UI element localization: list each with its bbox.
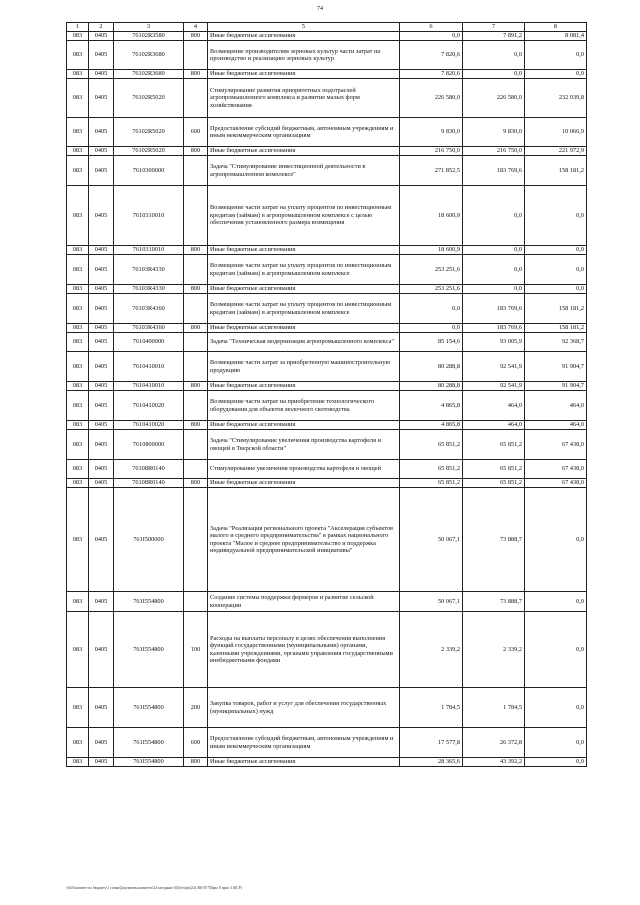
amount-col-8: 92 368,7 xyxy=(525,333,587,352)
amount-col-7: 0,0 xyxy=(463,70,525,79)
section-code: 0405 xyxy=(89,352,114,382)
section-code: 0405 xyxy=(89,285,114,294)
item-name: Иные бюджетные ассигнования xyxy=(208,421,400,430)
amount-col-6: 9 830,0 xyxy=(400,118,463,147)
expense-type-code: 800 xyxy=(184,382,208,391)
amount-col-8: 0,0 xyxy=(525,612,587,688)
target-article-code: 76102R3680 xyxy=(114,41,184,70)
item-name: Возмещение части затрат на уплату процентов по инвестиционным кредитам (займам) в агропромышленном комплексе с целью обеспечения установленного размера возмещения xyxy=(208,186,400,246)
item-name: Иные бюджетные ассигнования xyxy=(208,147,400,156)
table-row xyxy=(67,294,587,324)
table-row xyxy=(67,118,587,147)
target-article-code: 761I554800 xyxy=(114,612,184,688)
expense-type-code xyxy=(184,333,208,352)
target-article-code: 761I500000 xyxy=(114,488,184,592)
ministry-code: 083 xyxy=(67,479,89,488)
amount-col-6: 1 784,5 xyxy=(400,688,463,728)
table-row xyxy=(67,70,587,79)
section-code: 0405 xyxy=(89,79,114,118)
ministry-code: 083 xyxy=(67,430,89,460)
ministry-code: 083 xyxy=(67,612,89,688)
ministry-code: 083 xyxy=(67,688,89,728)
ministry-code: 083 xyxy=(67,592,89,612)
section-code: 0405 xyxy=(89,32,114,41)
table-row xyxy=(67,333,587,352)
amount-col-8: 0,0 xyxy=(525,255,587,285)
item-name: Возмещение части затрат за приобретенную машиностроительную продукцию xyxy=(208,352,400,382)
item-name: Задача "Стимулирование увеличения производства картофеля и овощей в Тверской области" xyxy=(208,430,400,460)
amount-col-8: 158 181,2 xyxy=(525,156,587,186)
ministry-code: 083 xyxy=(67,70,89,79)
item-name: Задача "Техническая модернизация агропромышленного комплекса" xyxy=(208,333,400,352)
ministry-code: 083 xyxy=(67,156,89,186)
expense-type-code xyxy=(184,186,208,246)
amount-col-7: 2 339,2 xyxy=(463,612,525,688)
section-code: 0405 xyxy=(89,479,114,488)
target-article-code: 761I554800 xyxy=(114,592,184,612)
expense-type-code xyxy=(184,294,208,324)
amount-col-7: 43 392,2 xyxy=(463,758,525,767)
amount-col-8: 0,0 xyxy=(525,41,587,70)
expense-type-code: 800 xyxy=(184,421,208,430)
amount-col-6: 65 851,2 xyxy=(400,479,463,488)
table-row xyxy=(67,147,587,156)
ministry-code: 083 xyxy=(67,32,89,41)
amount-col-8: 0,0 xyxy=(525,186,587,246)
col-number-3: 3 xyxy=(114,23,184,32)
amount-col-6: 253 251,6 xyxy=(400,255,463,285)
amount-col-8: 10 066,9 xyxy=(525,118,587,147)
amount-col-6: 7 820,6 xyxy=(400,41,463,70)
ministry-code: 083 xyxy=(67,186,89,246)
ministry-code: 083 xyxy=(67,758,89,767)
amount-col-7: 65 851,2 xyxy=(463,430,525,460)
table-row xyxy=(67,430,587,460)
table-row xyxy=(67,479,587,488)
expense-type-code: 800 xyxy=(184,758,208,767)
target-article-code: 76103R4360 xyxy=(114,324,184,333)
target-article-code: 761I554800 xyxy=(114,758,184,767)
section-code: 0405 xyxy=(89,255,114,285)
amount-col-8: 0,0 xyxy=(525,728,587,758)
ministry-code: 083 xyxy=(67,488,89,592)
expense-type-code: 600 xyxy=(184,118,208,147)
ministry-code: 083 xyxy=(67,333,89,352)
ministry-code: 083 xyxy=(67,246,89,255)
amount-col-7: 7 891,2 xyxy=(463,32,525,41)
amount-col-7: 9 830,0 xyxy=(463,118,525,147)
amount-col-8: 67 438,0 xyxy=(525,460,587,479)
item-name: Возмещение производителям зерновых культур части затрат на производство и реализацию зерновых культур xyxy=(208,41,400,70)
amount-col-8: 464,0 xyxy=(525,391,587,421)
section-code: 0405 xyxy=(89,430,114,460)
ministry-code: 083 xyxy=(67,728,89,758)
item-name: Предоставление субсидий бюджетным, автономным учреждениям и иным некоммерческим организациям xyxy=(208,728,400,758)
amount-col-6: 50 067,1 xyxy=(400,592,463,612)
expense-type-code: 800 xyxy=(184,246,208,255)
expense-type-code xyxy=(184,488,208,592)
target-article-code: 7610310010 xyxy=(114,186,184,246)
amount-col-6: 80 288,8 xyxy=(400,382,463,391)
ministry-code: 083 xyxy=(67,421,89,430)
table-row xyxy=(67,421,587,430)
col-number-8: 8 xyxy=(525,23,587,32)
target-article-code: 76103R4330 xyxy=(114,285,184,294)
ministry-code: 083 xyxy=(67,41,89,70)
ministry-code: 083 xyxy=(67,147,89,156)
amount-col-6: 17 577,8 xyxy=(400,728,463,758)
table-row xyxy=(67,324,587,333)
target-article-code: 7610400000 xyxy=(114,333,184,352)
target-article-code: 7610310010 xyxy=(114,246,184,255)
section-code: 0405 xyxy=(89,333,114,352)
amount-col-6: 28 365,6 xyxy=(400,758,463,767)
amount-col-8: 464,0 xyxy=(525,421,587,430)
amount-col-6: 0,0 xyxy=(400,32,463,41)
amount-col-8: 0,0 xyxy=(525,488,587,592)
expense-type-code xyxy=(184,391,208,421)
ministry-code: 083 xyxy=(67,391,89,421)
table-row xyxy=(67,612,587,688)
amount-col-7: 0,0 xyxy=(463,41,525,70)
ministry-code: 083 xyxy=(67,324,89,333)
item-name: Иные бюджетные ассигнования xyxy=(208,285,400,294)
amount-col-8: 0,0 xyxy=(525,246,587,255)
amount-col-8: 0,0 xyxy=(525,70,587,79)
ministry-code: 083 xyxy=(67,382,89,391)
item-name: Стимулирование развития приоритетных подотраслей агропромышленного комплекса и развитие малых форм хозяйствования xyxy=(208,79,400,118)
target-article-code: 7610410020 xyxy=(114,391,184,421)
col-number-1: 1 xyxy=(67,23,89,32)
amount-col-6: 65 851,2 xyxy=(400,430,463,460)
expense-type-code xyxy=(184,460,208,479)
section-code: 0405 xyxy=(89,460,114,479)
expense-type-code xyxy=(184,352,208,382)
amount-col-7: 226 580,0 xyxy=(463,79,525,118)
amount-col-8: 232 039,8 xyxy=(525,79,587,118)
amount-col-6: 2 339,2 xyxy=(400,612,463,688)
section-code: 0405 xyxy=(89,41,114,70)
amount-col-7: 183 769,6 xyxy=(463,324,525,333)
expense-type-code xyxy=(184,79,208,118)
amount-col-6: 271 852,5 xyxy=(400,156,463,186)
section-code: 0405 xyxy=(89,147,114,156)
amount-col-7: 216 750,0 xyxy=(463,147,525,156)
ministry-code: 083 xyxy=(67,118,89,147)
table-row xyxy=(67,41,587,70)
target-article-code: 7610410010 xyxy=(114,352,184,382)
section-code: 0405 xyxy=(89,421,114,430)
ministry-code: 083 xyxy=(67,294,89,324)
amount-col-7: 183 769,6 xyxy=(463,156,525,186)
target-article-code: 76102R5020 xyxy=(114,79,184,118)
table-row xyxy=(67,32,587,41)
expense-type-code: 800 xyxy=(184,479,208,488)
amount-col-7: 183 769,6 xyxy=(463,294,525,324)
amount-col-8: 8 081,4 xyxy=(525,32,587,41)
section-code: 0405 xyxy=(89,488,114,592)
target-article-code: 76102R5020 xyxy=(114,147,184,156)
amount-col-7: 464,0 xyxy=(463,391,525,421)
col-number-6: 6 xyxy=(400,23,463,32)
amount-col-6: 0,0 xyxy=(400,324,463,333)
amount-col-6: 226 580,0 xyxy=(400,79,463,118)
table-row xyxy=(67,391,587,421)
section-code: 0405 xyxy=(89,382,114,391)
item-name: Закупка товаров, работ и услуг для обеспечения государственных (муниципальных) нужд xyxy=(208,688,400,728)
amount-col-8: 91 904,7 xyxy=(525,382,587,391)
section-code: 0405 xyxy=(89,728,114,758)
target-article-code: 76108R0140 xyxy=(114,479,184,488)
item-name: Стимулирование увеличения производства картофеля и овощей xyxy=(208,460,400,479)
item-name: Иные бюджетные ассигнования xyxy=(208,70,400,79)
amount-col-6: 50 067,1 xyxy=(400,488,463,592)
item-name: Расходы на выплаты персоналу в целях обеспечения выполнения функций государственными (муниципальными) органами, казенными учреждениями, органами управления государственными внебюджетными фондами xyxy=(208,612,400,688)
expense-type-code: 800 xyxy=(184,324,208,333)
item-name: Возмещение части затрат на уплату процентов по инвестиционным кредитам (займам) в агропромышленном комплексе xyxy=(208,294,400,324)
expense-type-code: 800 xyxy=(184,147,208,156)
amount-col-7: 0,0 xyxy=(463,255,525,285)
expense-type-code xyxy=(184,41,208,70)
amount-col-7: 92 541,9 xyxy=(463,352,525,382)
amount-col-7: 26 372,8 xyxy=(463,728,525,758)
target-article-code: 76102R5020 xyxy=(114,118,184,147)
table-row xyxy=(67,246,587,255)
amount-col-7: 1 784,5 xyxy=(463,688,525,728)
amount-col-7: 0,0 xyxy=(463,186,525,246)
amount-col-8: 0,0 xyxy=(525,688,587,728)
expense-type-code: 800 xyxy=(184,70,208,79)
amount-col-6: 216 750,0 xyxy=(400,147,463,156)
amount-col-6: 7 820,6 xyxy=(400,70,463,79)
amount-col-6: 4 865,8 xyxy=(400,421,463,430)
table-row xyxy=(67,186,587,246)
item-name: Предоставление субсидий бюджетным, автономным учреждениям и иным некоммерческим организациям xyxy=(208,118,400,147)
amount-col-7: 73 888,7 xyxy=(463,488,525,592)
table-body xyxy=(67,23,587,767)
table-row xyxy=(67,382,587,391)
amount-col-6: 80 288,8 xyxy=(400,352,463,382)
item-name: Задача "Стимулирование инвестиционной деятельности в агропромышленном комплексе" xyxy=(208,156,400,186)
section-code: 0405 xyxy=(89,391,114,421)
amount-col-6: 253 251,6 xyxy=(400,285,463,294)
target-article-code: 76102R3580 xyxy=(114,32,184,41)
ministry-code: 083 xyxy=(67,460,89,479)
section-code: 0405 xyxy=(89,688,114,728)
amount-col-8: 91 904,7 xyxy=(525,352,587,382)
amount-col-7: 464,0 xyxy=(463,421,525,430)
amount-col-7: 92 541,9 xyxy=(463,382,525,391)
expense-type-code: 100 xyxy=(184,612,208,688)
table-row xyxy=(67,460,587,479)
budget-table xyxy=(66,22,587,767)
amount-col-8: 0,0 xyxy=(525,758,587,767)
ministry-code: 083 xyxy=(67,352,89,382)
expense-type-code xyxy=(184,430,208,460)
amount-col-7: 73 888,7 xyxy=(463,592,525,612)
section-code: 0405 xyxy=(89,70,114,79)
item-name: Иные бюджетные ассигнования xyxy=(208,758,400,767)
amount-col-8: 0,0 xyxy=(525,592,587,612)
section-code: 0405 xyxy=(89,592,114,612)
target-article-code: 76103R4330 xyxy=(114,255,184,285)
item-name: Возмещение части затрат на уплату процентов по инвестиционным кредитам (займам) в агропромышленном комплексе xyxy=(208,255,400,285)
amount-col-6: 18 600,9 xyxy=(400,186,463,246)
amount-col-6: 18 600,9 xyxy=(400,246,463,255)
amount-col-8: 158 181,2 xyxy=(525,324,587,333)
expense-type-code: 800 xyxy=(184,285,208,294)
col-number-5: 5 xyxy=(208,23,400,32)
amount-col-7: 0,0 xyxy=(463,285,525,294)
amount-col-7: 65 851,2 xyxy=(463,460,525,479)
target-article-code: 761I554800 xyxy=(114,688,184,728)
amount-col-8: 0,0 xyxy=(525,285,587,294)
section-code: 0405 xyxy=(89,156,114,186)
footer-file-path: \\fs01\комитет по бюджету\1 созыв\Документы комитета\24 заседание (04)\з-н\рп(24) 466-П-7\Прил 8 прил 3 (КСР) xyxy=(66,886,242,890)
table-row xyxy=(67,592,587,612)
table-row xyxy=(67,728,587,758)
section-code: 0405 xyxy=(89,294,114,324)
amount-col-7: 0,0 xyxy=(463,246,525,255)
amount-col-7: 93 005,9 xyxy=(463,333,525,352)
table-row xyxy=(67,688,587,728)
item-name: Иные бюджетные ассигнования xyxy=(208,382,400,391)
table-row xyxy=(67,79,587,118)
item-name: Иные бюджетные ассигнования xyxy=(208,479,400,488)
target-article-code: 7610300000 xyxy=(114,156,184,186)
col-number-2: 2 xyxy=(89,23,114,32)
ministry-code: 083 xyxy=(67,79,89,118)
amount-col-6: 0,0 xyxy=(400,294,463,324)
item-name: Возмещение части затрат на приобретение технологического оборудования для объектов молочного скотоводства xyxy=(208,391,400,421)
amount-col-8: 67 438,0 xyxy=(525,430,587,460)
amount-col-8: 67 438,0 xyxy=(525,479,587,488)
section-code: 0405 xyxy=(89,758,114,767)
amount-col-8: 158 181,2 xyxy=(525,294,587,324)
expense-type-code: 600 xyxy=(184,728,208,758)
target-article-code: 76102R3680 xyxy=(114,70,184,79)
amount-col-8: 221 972,9 xyxy=(525,147,587,156)
section-code: 0405 xyxy=(89,324,114,333)
table-row xyxy=(67,255,587,285)
table-row xyxy=(67,488,587,592)
amount-col-6: 85 154,6 xyxy=(400,333,463,352)
target-article-code: 7610410010 xyxy=(114,382,184,391)
expense-type-code: 800 xyxy=(184,32,208,41)
page-number: 74 xyxy=(317,6,323,12)
expense-type-code: 200 xyxy=(184,688,208,728)
section-code: 0405 xyxy=(89,612,114,688)
amount-col-7: 65 851,2 xyxy=(463,479,525,488)
section-code: 0405 xyxy=(89,246,114,255)
target-article-code: 76103R4360 xyxy=(114,294,184,324)
col-number-7: 7 xyxy=(463,23,525,32)
target-article-code: 7610800000 xyxy=(114,430,184,460)
section-code: 0405 xyxy=(89,186,114,246)
column-number-row xyxy=(67,23,587,32)
expense-type-code xyxy=(184,255,208,285)
table-row xyxy=(67,156,587,186)
table-row xyxy=(67,352,587,382)
amount-col-6: 65 851,2 xyxy=(400,460,463,479)
ministry-code: 083 xyxy=(67,285,89,294)
expense-type-code xyxy=(184,592,208,612)
target-article-code: 761I554800 xyxy=(114,728,184,758)
item-name: Задача "Реализация регионального проекта "Акселерация субъектов малого и среднего предпринимательства" в рамках национального проекта "Малое и среднее предпринимательство и поддержка индивидуальной предпринимательской инициативы" xyxy=(208,488,400,592)
col-number-4: 4 xyxy=(184,23,208,32)
table-row xyxy=(67,285,587,294)
table-row xyxy=(67,758,587,767)
item-name: Иные бюджетные ассигнования xyxy=(208,246,400,255)
item-name: Иные бюджетные ассигнования xyxy=(208,32,400,41)
expense-type-code xyxy=(184,156,208,186)
target-article-code: 76108R0140 xyxy=(114,460,184,479)
item-name: Иные бюджетные ассигнования xyxy=(208,324,400,333)
section-code: 0405 xyxy=(89,118,114,147)
target-article-code: 7610410020 xyxy=(114,421,184,430)
item-name: Создание системы поддержки фермеров и развитие сельской кооперации xyxy=(208,592,400,612)
ministry-code: 083 xyxy=(67,255,89,285)
amount-col-6: 4 865,8 xyxy=(400,391,463,421)
